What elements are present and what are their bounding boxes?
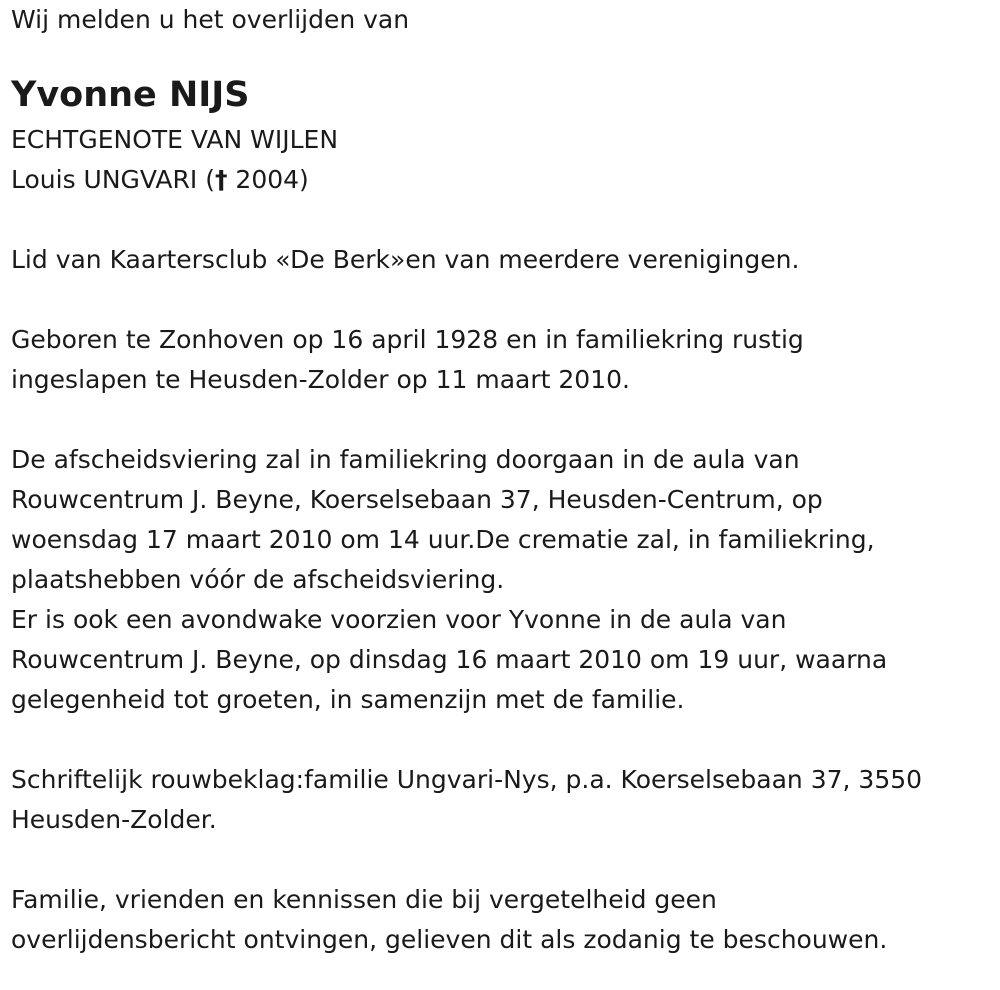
- spouse-prefix: Louis UNGVARI (: [11, 165, 215, 194]
- intro-text: Wij melden u het overlijden van: [11, 5, 410, 34]
- spouse-line: [11, 160, 991, 200]
- spacer: [11, 400, 991, 440]
- paragraph-line: woensdag 17 maart 2010 om 14 uur.De crematie zal, in familiekring,: [11, 525, 875, 554]
- spacer: [11, 840, 991, 880]
- deceased-name: Yvonne NIJS: [11, 75, 250, 115]
- ceremony-paragraph: [11, 440, 991, 720]
- spouse-suffix: 2004): [227, 165, 309, 194]
- condolences-paragraph: [11, 760, 991, 840]
- paragraph-line: gelegenheid tot groeten, in samenzijn met de familie.: [11, 685, 685, 714]
- paragraph-line: ingeslapen te Heusden-Zolder op 11 maart 2010.: [11, 365, 630, 394]
- paragraph-line: Rouwcentrum J. Beyne, op dinsdag 16 maart 2010 om 19 uur, waarna: [11, 645, 888, 674]
- closing-paragraph: [11, 880, 991, 960]
- paragraph-line: Familie, vrienden en kennissen die bij vergetelheid geen: [11, 885, 717, 914]
- paragraph-line: De afscheidsviering zal in familiekring doorgaan in de aula van: [11, 445, 800, 474]
- paragraph-line: plaatshebben vóór de afscheidsviering.: [11, 565, 505, 594]
- relation-text: ECHTGENOTE VAN WIJLEN: [11, 125, 339, 154]
- obituary-notice: [11, 0, 991, 960]
- paragraph-line: Schriftelijk rouwbeklag:familie Ungvari-Nys, p.a. Koerselsebaan 37, 3550: [11, 765, 923, 794]
- paragraph-line: Rouwcentrum J. Beyne, Koerselsebaan 37, Heusden-Centrum, op: [11, 485, 823, 514]
- paragraph-line: overlijdensbericht ontvingen, gelieven dit als zodanig te beschouwen.: [11, 925, 888, 954]
- paragraph-line: Heusden-Zolder.: [11, 805, 217, 834]
- spacer: [11, 40, 991, 70]
- spacer: [11, 720, 991, 760]
- paragraph-line: Er is ook een avondwake voorzien voor Yvonne in de aula van: [11, 605, 787, 634]
- spacer: [11, 280, 991, 320]
- cross-icon: †: [214, 165, 228, 194]
- paragraph-line: Geboren te Zonhoven op 16 april 1928 en in familiekring rustig: [11, 325, 804, 354]
- membership-text: Lid van Kaartersclub «De Berk»en van meerdere verenigingen.: [11, 245, 800, 274]
- birth-death-paragraph: [11, 320, 991, 400]
- spacer: [11, 200, 991, 240]
